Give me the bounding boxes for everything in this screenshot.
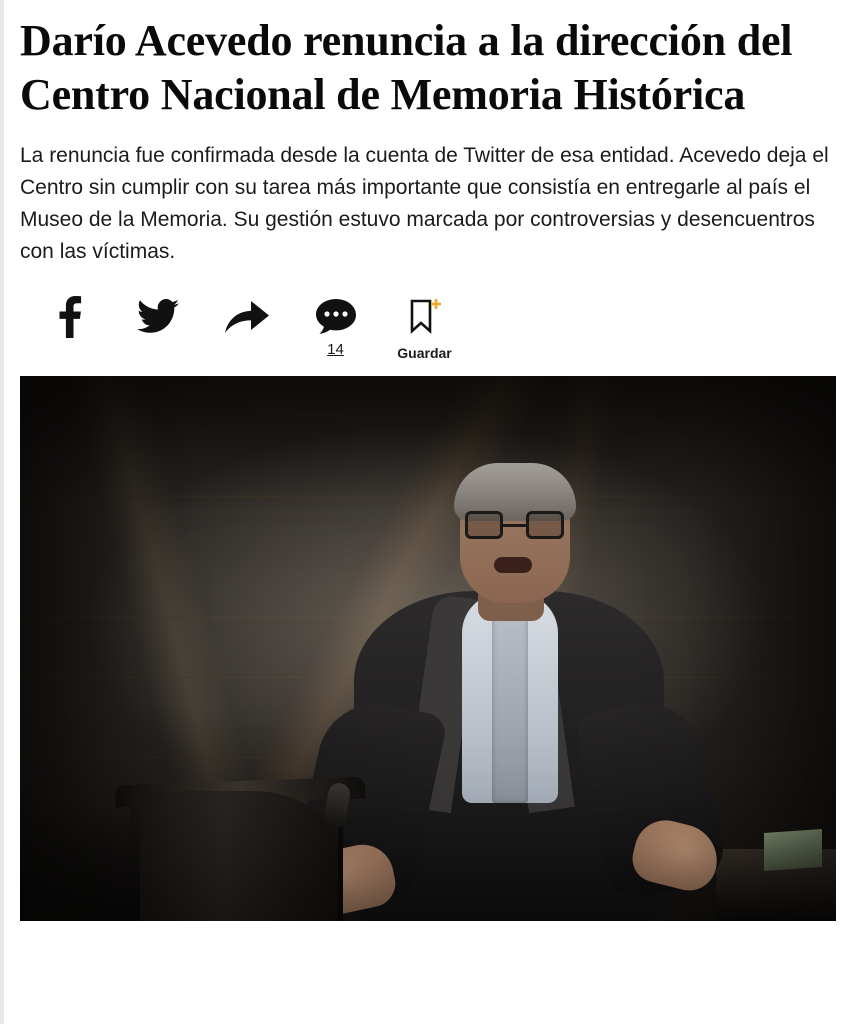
article-content <box>0 0 856 376</box>
facebook-share-button[interactable] <box>24 294 113 340</box>
left-rule-divider <box>0 0 4 1024</box>
microphone-stand <box>338 816 343 921</box>
desk-object <box>764 829 822 871</box>
page-title: Darío Acevedo renuncia a la dirección del Centro Nacional de Memoria Histórica <box>20 16 793 120</box>
article-standfirst: La renuncia fue confirmada desde la cuenta de Twitter de esa entidad. Acevedo deja el Centro sin cumplir con su tarea más importante que consistía en entregarle al país el Museo de la Memoria. Su gestión estuvo marcada por controversias y desencuentros con las víctimas. <box>20 144 829 263</box>
facebook-icon <box>56 294 82 340</box>
comment-bubble-icon <box>316 294 356 340</box>
necktie <box>492 613 528 803</box>
podium-shadow <box>20 801 140 921</box>
glasses-bridge <box>503 524 526 527</box>
comment-count[interactable]: 14 <box>327 340 344 358</box>
save-button[interactable] <box>380 294 469 360</box>
share-button[interactable] <box>202 294 291 340</box>
twitter-share-button[interactable] <box>113 294 202 340</box>
person-figure <box>302 451 722 921</box>
hero-image-canvas <box>20 376 836 921</box>
bookmark-plus-icon <box>405 294 445 340</box>
share-arrow-icon <box>225 294 269 340</box>
mouth <box>494 557 532 573</box>
save-button-label: Guardar <box>397 344 452 361</box>
glasses-right-lens <box>526 511 564 539</box>
podium <box>130 791 340 921</box>
hero-image <box>20 376 836 921</box>
glasses-left-lens <box>465 511 503 539</box>
twitter-icon <box>137 294 179 340</box>
share-bar <box>20 290 836 376</box>
comments-button[interactable] <box>291 294 380 357</box>
